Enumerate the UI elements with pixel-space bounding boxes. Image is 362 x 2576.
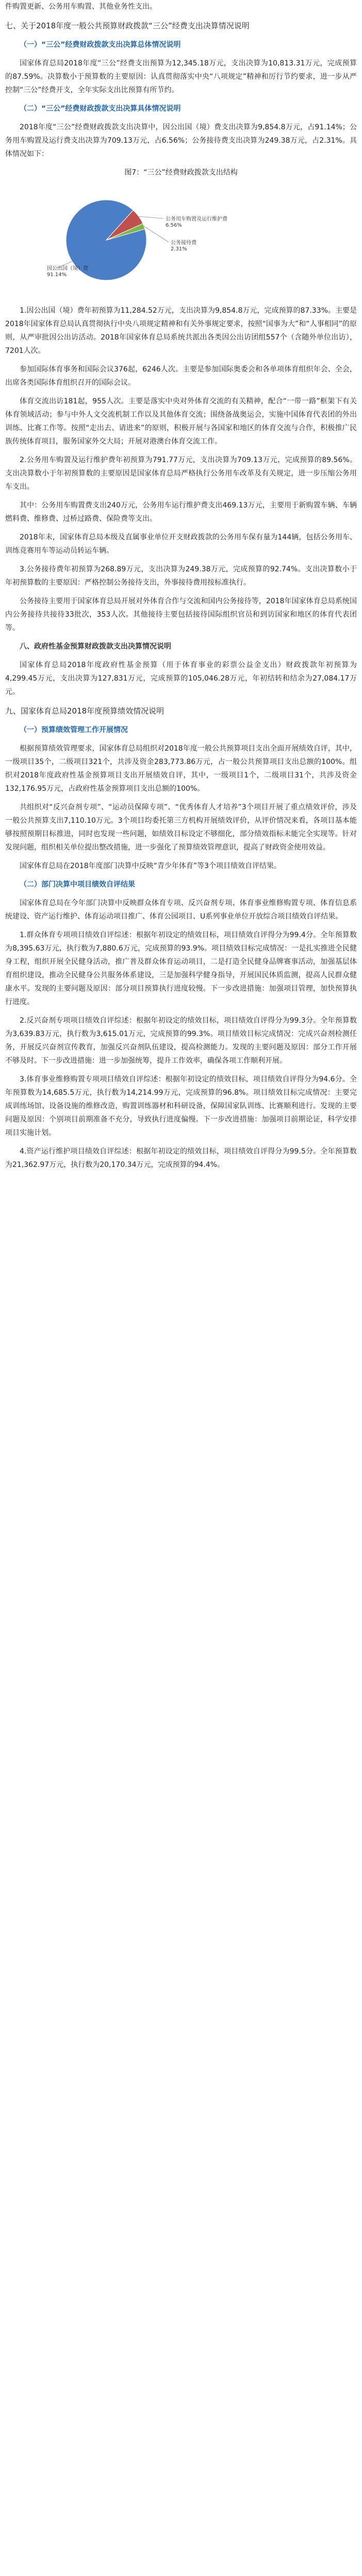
section-7-heading: 七、关于2018年度一般公共预算财政拨款“三公”经费支出决算情况说明: [5, 21, 250, 30]
section-7-1-paragraph: 国家体育总局2018年度“三公”经费支出预算为12,345.18万元，支出决算为10,813.31万元，完成预算的87.59%。决算数小于预算数的主要原因：认真贯彻落实中央“八项规定”精神和厉行节约要求，进一步从严控制“三公”经费开支，全年实际支出比预算有所节约。: [5, 59, 357, 94]
section-8-paragraph: 国家体育总局2018年度政府性基金预算（用于体育事业的彩票公益金支出）财政拨款年初预算为4,299.45万元，支出决算为127,831万元，完成预算的105,046.28万元，年初结转和结余为27,084.17万元。: [5, 661, 357, 696]
pie-leader-line: [139, 216, 163, 218]
section-9-1-heading: （一）预算绩效管理工作开展情况: [20, 726, 128, 734]
detail-paragraph-7: 3.公务接待费年初预算为268.89万元，支出决算为249.38万元，完成预算的92.74%。支出决算数小于年初预算数的主要原因：严格控制公务接待支出，外事接待费用按标准执行。: [5, 565, 357, 587]
project-item: 2.反兴奋剂专项项目绩效自评综述：根据年初设定的绩效目标，项目绩效自评得分为99.3分。全年预算数为3,639.83万元，执行数为3,615.01万元，完成预算的99.3%。项目绩效目标完成情况：完成兴奋剂检测任务，开展反兴奋剂宣传教育，加强反兴奋剂队伍建设，提高检测能力。发现的主要问题及原因：部分工作开展不够及时。下一步改进措施：进一步加强统筹，提升工作效率，确保各项工作顺利开展。: [5, 1016, 357, 1065]
three-public-expenses-pie-chart: [16, 183, 346, 297]
section-9-1-paragraph-2: 共组织对“反兴奋剂专项”、“运动员保障专项”、“优秀体育人才培养”3个项目开展了重点绩效评价，涉及一般公共预算支出7,110.10万元。3个项目均委托第三方机构开展绩效评价，从评价情况来看，各项目基本能够按照预期目标推进，同时也发现一些问题，如绩效目标设定不够细化，部分绩效指标未能完全实现等。针对发现问题，组织相关单位提出整改措施，进一步强化了预算绩效管理意识，提高了财政资金使用效益。: [5, 803, 357, 852]
detail-paragraph-2: 参加国际体育事务和国际会议376起，6246人次。主要是参加国际奥委会和各单项体育组织年会、全会，出席各类国际体育组织召开的国际会议。: [5, 365, 357, 387]
section-9-heading: 九、国家体育总局2018年度预算绩效情况说明: [5, 706, 164, 716]
section-7-1-heading: （一）“三公”经费财政拨款支出决算总体情况说明: [20, 41, 181, 49]
intro-tail: 件购置更新、公务用车购置、其他业务性支出。: [5, 3, 157, 11]
figure-7-title: 图7：“三公”经费财政拨款支出结构: [124, 168, 238, 177]
pie-slice-label: 公务接待费 2.31%: [171, 240, 196, 252]
pie-slice-label: 公务用车购置及运行维护费 6.56%: [166, 216, 227, 228]
detail-paragraph-8: 公务接待主要用于国家体育总局开展对外体育合作与交流和国内公务接待等，2018年国家体育总局系统国内公务接待共接待33批次，353人次。其他接待主要包括接待国际组织官员和到访国家和地区的体育代表团等。: [5, 597, 357, 632]
detail-paragraph-3: 体育交流出访181起，955人次。主要是落实中央对外体育交流的有关精神，配合“一带一路”框架下有关体育领域活动；参与中外人文交流机制工作以及其他体育交流；围绕备战奥运会，实施中国体育代表团的外出训练、比赛工作等。按照“走出去、请进来”的原则，积极开展与各国家和地区的体育交流与合作，积极推广民族传统体育项目，服务国家外交大局；开展对港澳台体育交流工作。: [5, 397, 357, 446]
project-item: 1.群众体育专项项目绩效自评综述：根据年初设定的绩效目标，项目绩效自评得分为99.4分。全年预算数为8,395.63万元，执行数为7,880.6万元，完成预算的93.9%。项目绩效目标完成情况：一是扎实推进全民健身工程，组织开展全民健身活动，推广普及群众体育运动项目，二是打造全民健身品牌赛事活动，加强基层体育组织建设，推动全民健身公共服务体系建设，三是加强科学健身指导，开展国民体质监测，提高人民群众健康水平。发现的主要问题及原因：部分项目预算执行进度较慢。下一步改进措施：加强项目管理，加快预算执行进度。: [5, 931, 357, 1006]
section-7-2-heading: （二）“三公”经费财政拨款支出决算具体情况说明: [20, 105, 181, 113]
detail-paragraph-6: 2018年末，国家体育总局本级及直属事业单位开支财政拨款的公务用车保有量为144辆，包括公务用车、训练竞赛用车等运动员转运车辆。: [5, 533, 357, 555]
section-9-2-paragraph: 国家体育总局在今年部门决算中反映群众体育专项、反兴奋剂专项、体育事业维修购置专项、体育信息系统建设、资产运行维护、体育运动项目推广、体育公园项目、U系列事业单位开放综合项目绩效自评结果。: [5, 899, 357, 921]
section-9-1-paragraph-3: 国家体育总局在2018年度部门决算中反映“青少年体育”等3个项目绩效自评结果。: [20, 862, 282, 870]
project-item: 4.资产运行维护项目绩效自评综述：根据年初设定的绩效目标，项目绩效自评得分为99.5分。全年预算数为21,362.97万元，执行数为20,170.34万元，完成预算的94.4%。: [5, 1147, 357, 1169]
pie-slice-label: 因公出国（境）费 91.14%: [47, 266, 88, 278]
section-9-1-paragraph-1: 根据预算绩效管理要求，国家体育总局组织对2018年度一般公共预算项目支出全面开展绩效自评，其中，一级项目35个，二级项目321个，共涉及资金283,773.86万元，占一般公共预算项目支出总额的100%。组织对2018年度政府性基金预算项目支出开展绩效自评，其中，一级项目1个，二级项目31个，共涉及资金132,176.95万元，占政府性基金预算项目支出总额的100%。: [5, 744, 357, 793]
section-8-heading: 八、政府性基金预算财政拨款支出决算情况说明: [20, 642, 171, 651]
detail-paragraph-1: 1.因公出国（境）费年初预算为11,284.52万元，支出决算为9,854.8万元，完成预算的87.33%。主要是2018年国家体育总局认真贯彻执行中央八项规定精神和有关外事规定要求，按照“国事为大”和“人事相同”的原则，从严审批因公出访活动。2018年国家体育总局系统共派出各类因公出访团组557个（含随外单位出访），7201人次。: [5, 307, 357, 355]
detail-paragraph-5: 其中：公务用车购置费支出240万元，公务用车运行维护费支出469.13万元，主要用于新购置车辆、车辆燃料费、维修费、过桥过路费、保险费等支出。: [5, 501, 357, 523]
section-7-2-paragraph: 2018年度“三公”经费财政拨款支出决算中，因公出国（境）费支出决算为9,854.8万元，占91.14%；公务用车购置及运行费支出决算为709.13万元，占6.56%；公务接待费支出决算为249.38万元，占2.31%。具体情况如下：: [5, 123, 357, 158]
detail-paragraph-4: 2.公务用车购置及运行维护费年初预算为791.77万元，支出决算为709.13万元，完成预算的89.56%。支出决算数小于年初预算数的主要原因是国家体育总局严格执行公务用车改革及有关规定，进一步压缩公务用车支出。: [5, 456, 357, 491]
document-page: [0, 0, 362, 1172]
pie-leader-line: [144, 226, 169, 242]
project-item: 3.体育事业维修购置专项项目绩效自评综述：根据年初设定的绩效目标，项目绩效自评得分为94.6分。全年预算数为14,685.5万元，执行数为14,214.99万元，完成预算的96.8%。项目绩效目标完成情况：主要完成训练场馆、设备设施的维修改造，购置训练器材和科研设备，保障国家队训练、比赛顺利进行。发现的主要问题及原因：个别项目前期准备不充分，导致执行进度偏慢。下一步改进措施：加强项目前期论证，科学安排项目实施计划。: [5, 1075, 357, 1137]
section-9-2-heading: （二）部门决算中项目绩效自评结果: [20, 880, 135, 889]
